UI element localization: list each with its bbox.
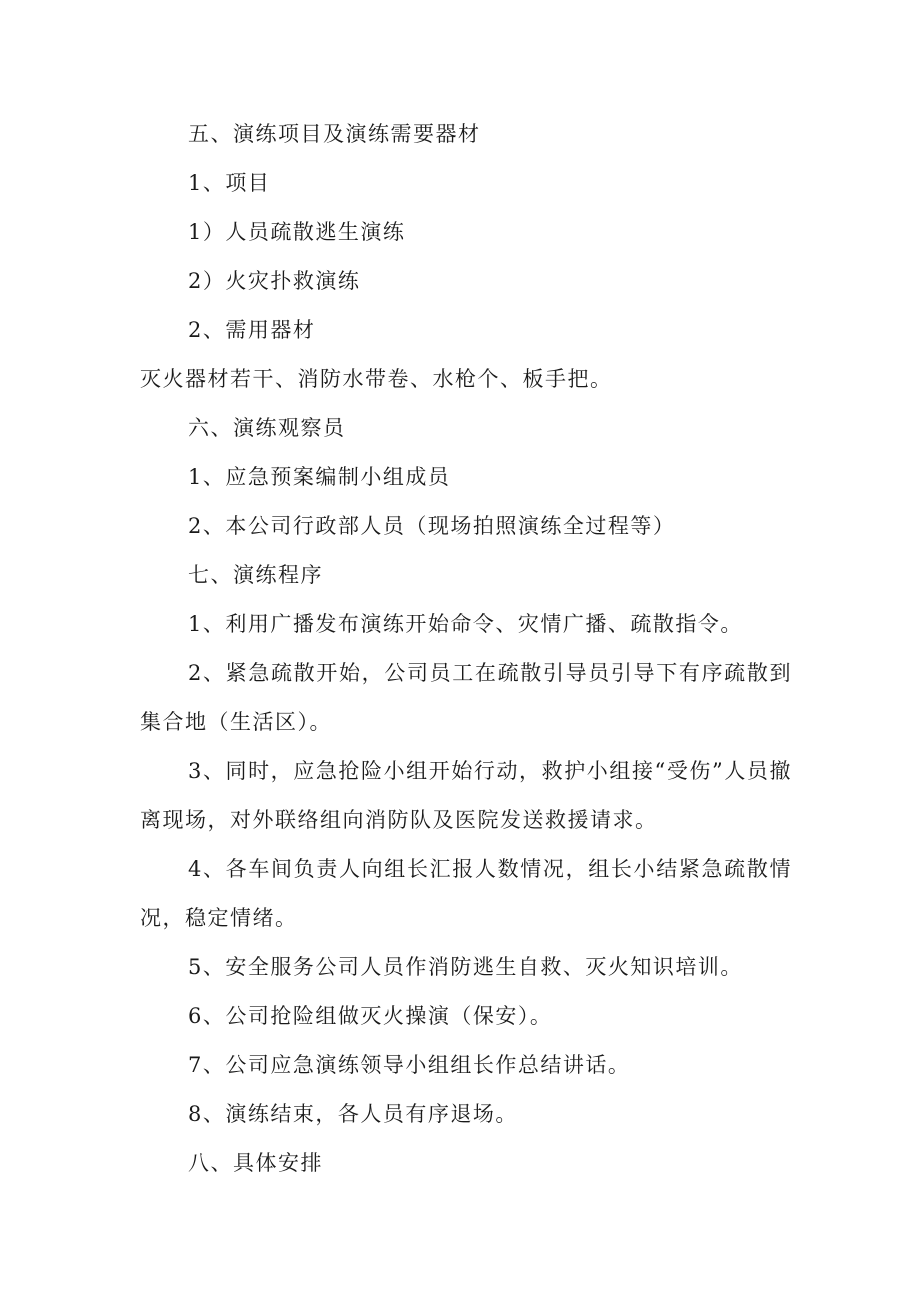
list-item-evacuation-drill: 1）人员疏散逃生演练: [188, 220, 406, 244]
procedure-item-5: 5、安全服务公司人员作消防逃生自救、灭火知识培训。: [188, 955, 743, 979]
observer-item-1: 1、应急预案编制小组成员: [188, 465, 451, 489]
subheading-items: 1、项目: [188, 171, 271, 195]
procedure-item-6: 6、公司抢险组做灭火操演（保安）。: [188, 1004, 553, 1028]
section-heading-8: 八、具体安排: [188, 1151, 323, 1175]
document-body: [140, 110, 792, 1188]
equipment-paragraph: 灭火器材若干、消防水带卷、水枪个、板手把。: [140, 367, 613, 391]
procedure-item-2: 2、紧急疏散开始，公司员工在疏散引导员引导下有序疏散到集合地（生活区）。: [140, 661, 792, 734]
list-item-fire-fighting-drill: 2）火灾扑救演练: [188, 269, 361, 293]
procedure-item-3: 3、同时，应急抢险小组开始行动，救护小组接“受伤”人员撤离现场，对外联络组向消防队及医院发送救援请求。: [140, 759, 792, 832]
procedure-item-7: 7、公司应急演练领导小组组长作总结讲话。: [188, 1053, 631, 1077]
procedure-item-1: 1、利用广播发布演练开始命令、灾情广播、疏散指令。: [188, 612, 743, 636]
section-heading-6: 六、演练观察员: [188, 416, 346, 440]
section-heading-7: 七、演练程序: [188, 563, 323, 587]
procedure-item-8: 8、演练结束，各人员有序退场。: [188, 1102, 518, 1126]
observer-item-2: 2、本公司行政部人员（现场拍照演练全过程等）: [188, 514, 676, 538]
subheading-equipment: 2、需用器材: [188, 318, 316, 342]
procedure-item-4: 4、各车间负责人向组长汇报人数情况，组长小结紧急疏散情况，稳定情绪。: [140, 857, 792, 930]
section-heading-5: 五、演练项目及演练需要器材: [188, 122, 481, 146]
